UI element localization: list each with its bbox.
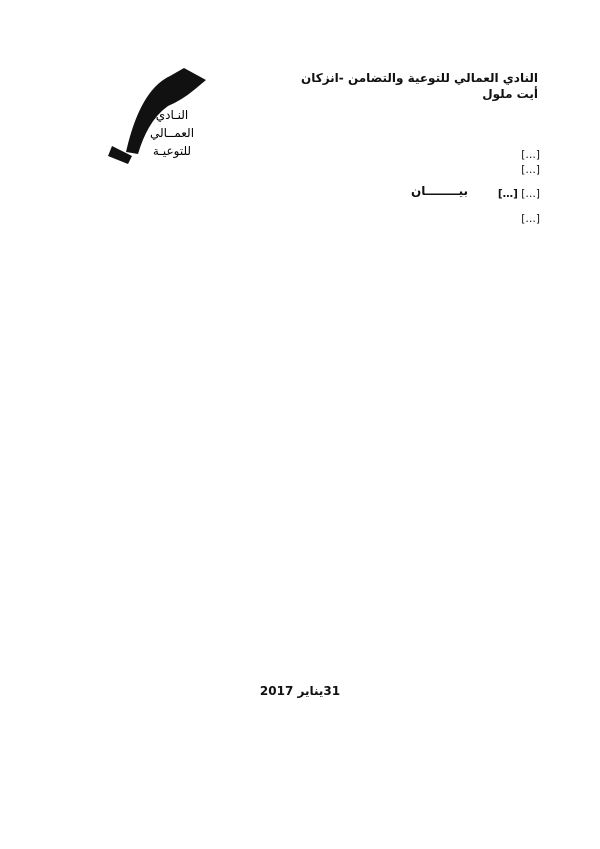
- paragraph-2-bold-text: […]: [497, 188, 518, 201]
- paragraph-2-text: […]: [521, 188, 540, 201]
- document-date: 31يناير 2017: [259, 684, 341, 698]
- paragraph-1-main: […]: [521, 163, 540, 176]
- paragraph-1-intro: […]: [521, 149, 540, 161]
- organization-line-1: النادي العمالي للتوعية والتضامن -انزكان: [300, 71, 538, 85]
- closing-line: […]: [521, 212, 540, 225]
- logo-label-line-2: العمــالي: [149, 126, 195, 140]
- statement-title: بيــــــــان: [411, 184, 468, 198]
- paragraph-1: [96, 148, 540, 177]
- paragraph-2: [96, 187, 540, 202]
- organization-name: [238, 70, 538, 102]
- document-body: [96, 148, 540, 226]
- organization-line-2: أيت ملول: [482, 87, 538, 101]
- logo-label-line-1: النـادي: [155, 108, 189, 122]
- logo-label-line-3: للتوعيـة: [152, 144, 192, 158]
